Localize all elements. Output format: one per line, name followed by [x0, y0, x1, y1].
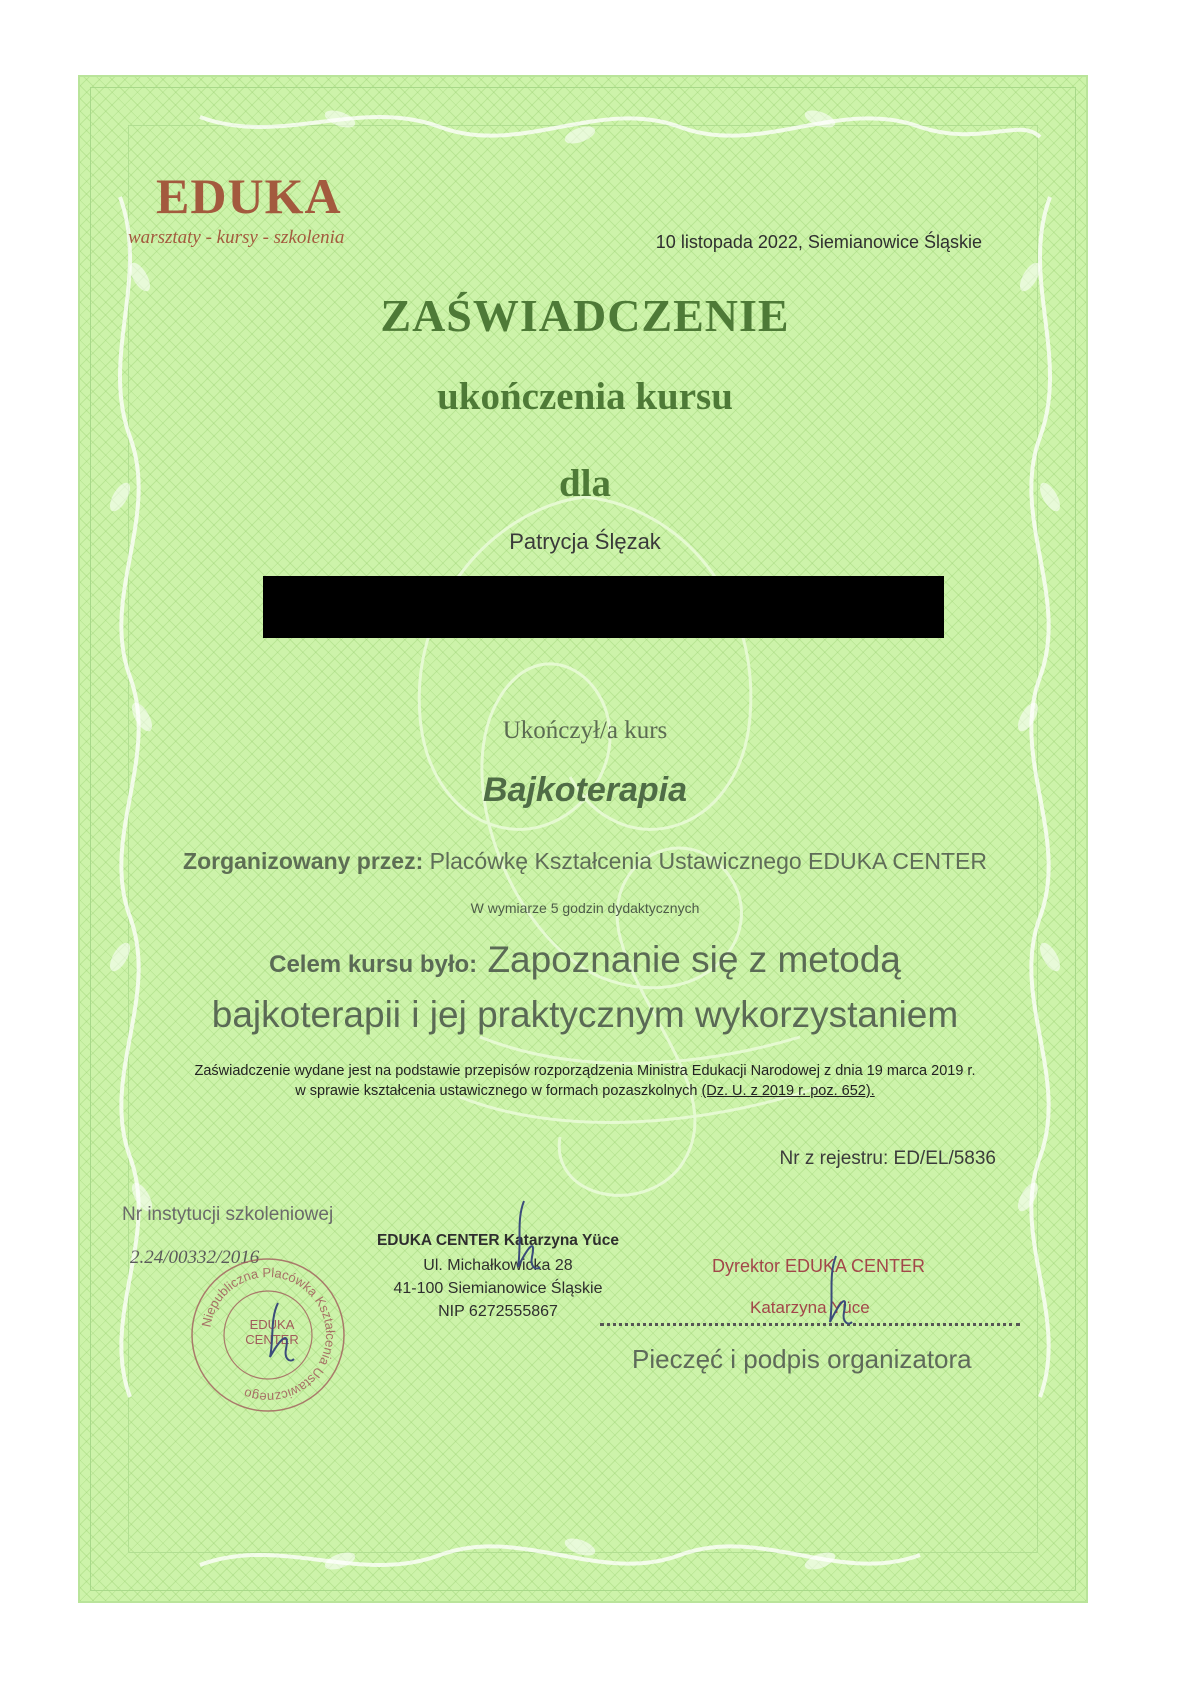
director-name: Katarzyna Yüce: [750, 1298, 870, 1317]
organizer-nip: NIP 6272555867: [438, 1303, 558, 1320]
certificate-title: ZAŚWIADCZENIE: [380, 290, 790, 341]
institution-number: 2.24/00332/2016: [130, 1247, 260, 1268]
director-signature: [820, 1252, 860, 1332]
legal-basis-line-2: [80, 1083, 1090, 1099]
legal-reference: (Dz. U. z 2019 r. poz. 652).: [701, 1083, 875, 1099]
organizer-address-name: EDUKA CENTER Katarzyna Yüce: [376, 1232, 620, 1249]
organizer-label: Zorganizowany przez:: [183, 848, 424, 874]
completed-label: Ukończył/a kurs: [502, 717, 668, 744]
course-name: Bajkoterapia: [482, 771, 688, 809]
certificate-sheet: [78, 75, 1088, 1603]
eduka-logo: EDUKA: [156, 168, 342, 224]
seal-signature-label: Pieczęć i podpis organizatora: [632, 1344, 972, 1374]
signature-dotted-line: [600, 1323, 1020, 1326]
stamp-center-text: EDUKA CENTER: [245, 1317, 299, 1347]
stamp-ring-text: Niepubliczna Placówka Kształcenia Ustawicznego: [198, 1264, 339, 1406]
certificate-subtitle: ukończenia kursu: [437, 375, 733, 418]
stamp-signature: [260, 1299, 300, 1369]
director-title: Dyrektor EDUKA CENTER: [712, 1256, 926, 1276]
organizer-line: [80, 848, 1090, 875]
legal-basis-text: w sprawie kształcenia ustawicznego w formach pozaszkolnych: [295, 1083, 698, 1099]
recipient-name: Patrycja Ślęzak: [509, 529, 661, 554]
goal-text-1: Zapoznanie się z metodą: [487, 939, 901, 980]
course-goal-line-2: bajkoterapii i jej praktycznym wykorzystaniem: [211, 994, 959, 1035]
logo-tagline: warsztaty - kursy - szkolenia: [128, 227, 345, 248]
organizer-address-city: 41-100 Siemianowice Śląskie: [393, 1280, 603, 1297]
institution-number-label: Nr instytucji szkoleniowej: [122, 1204, 334, 1225]
organizer-value: Placówkę Kształcenia Ustawicznego EDUKA CENTER: [429, 848, 987, 874]
legal-basis-line-1: Zaświadczenie wydane jest na podstawie przepisów rozporządzenia Ministra Edukacji Narodowej z dnia 19 marca 2019 r.: [194, 1063, 976, 1079]
goal-label: Celem kursu było:: [269, 951, 478, 978]
redaction-bar: [263, 576, 944, 638]
for-label: dla: [558, 462, 612, 505]
issue-date-place: 10 listopada 2022, Siemianowice Śląskie: [655, 232, 982, 252]
course-hours: W wymiarze 5 godzin dydaktycznych: [470, 900, 700, 916]
registry-number: Nr z rejestru: ED/EL/5836: [779, 1148, 996, 1169]
address-signature: [508, 1197, 548, 1277]
course-goal-line-1: [80, 939, 1090, 981]
organizer-address-street: Ul. Michałkowicka 28: [423, 1257, 573, 1274]
